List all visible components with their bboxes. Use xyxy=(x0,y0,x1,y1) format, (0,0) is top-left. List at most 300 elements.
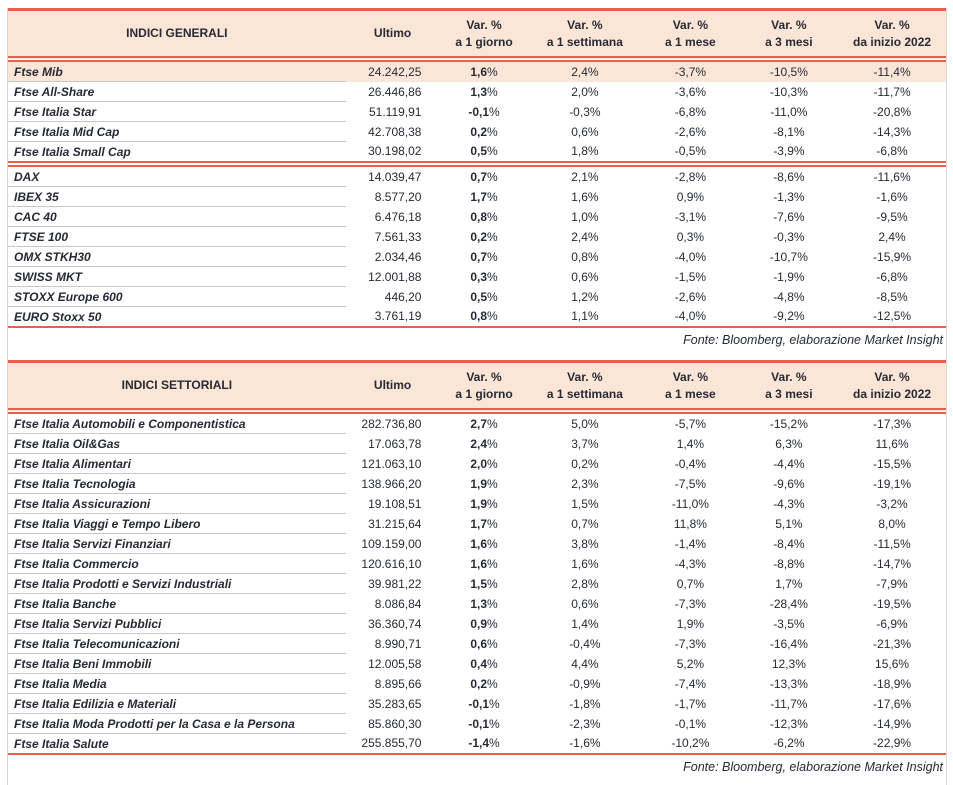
percent-number: 0,2 xyxy=(470,229,488,244)
column-header-line2: da inizio 2022 xyxy=(853,386,932,401)
percent-number: 0,8 xyxy=(470,209,488,224)
var-percent-cell: -21,3% xyxy=(873,636,912,651)
index-name-cell: IBEX 35 xyxy=(8,187,346,207)
var-percent-cell: 1,7% xyxy=(470,516,498,531)
column-header-line2: a 1 settimana xyxy=(546,386,623,401)
table-row xyxy=(8,454,946,474)
indici-generali-table xyxy=(8,8,946,328)
var-percent-cell: 2,4% xyxy=(470,436,498,451)
var-percent-cell: 1,2% xyxy=(571,289,599,304)
var-percent-cell: 2,8% xyxy=(571,576,599,591)
ultimo-value-cell: 12.001,88 xyxy=(368,269,422,284)
table-row xyxy=(8,411,946,434)
index-name-cell: Ftse Italia Viaggi e Tempo Libero xyxy=(8,514,346,534)
percent-number: 0,3 xyxy=(470,269,488,284)
var-percent-cell: -9,5% xyxy=(876,209,908,224)
column-header-line1: Var. % xyxy=(567,17,603,32)
var-percent-cell: 2,0% xyxy=(470,456,498,471)
var-percent-cell: 1,7% xyxy=(470,189,498,204)
var-percent-cell: -3,1% xyxy=(674,209,707,224)
var-percent-cell: 1,6% xyxy=(571,556,599,571)
percent-number: 1,6 xyxy=(470,64,488,79)
ultimo-value-cell: 35.283,65 xyxy=(368,696,422,711)
var-percent-cell: -20,8% xyxy=(873,104,912,119)
percent-number: 1,3 xyxy=(470,596,488,611)
table-row xyxy=(8,164,946,187)
table-row xyxy=(8,59,946,82)
var-percent-cell: -4,8% xyxy=(773,289,805,304)
table-row xyxy=(8,307,946,328)
index-name-cell: CAC 40 xyxy=(8,207,346,227)
column-header-line1: Var. % xyxy=(771,17,807,32)
var-percent-cell: 0,4% xyxy=(470,656,498,671)
column-header-line2: da inizio 2022 xyxy=(853,34,932,49)
var-percent-cell: 2,1% xyxy=(571,169,599,184)
index-name-cell: Ftse Italia Alimentari xyxy=(8,454,346,474)
index-name-cell: OMX STKH30 xyxy=(8,247,346,267)
column-header-line1: Var. % xyxy=(771,369,807,384)
index-name-cell: Ftse Italia Media xyxy=(8,674,346,694)
ultimo-value-cell: 8.990,71 xyxy=(374,636,422,651)
table-row xyxy=(8,734,946,755)
percent-number: 0,2 xyxy=(470,676,488,691)
table-row xyxy=(8,674,946,694)
var-percent-cell: 11,6% xyxy=(875,436,909,451)
ultimo-value-cell: 12.005,58 xyxy=(368,656,422,671)
index-name-cell: Ftse Italia Small Cap xyxy=(8,142,346,165)
var-percent-cell: 0,7% xyxy=(571,516,599,531)
column-header-line2: a 1 mese xyxy=(665,386,716,401)
index-name-cell: Ftse All-Share xyxy=(8,82,346,102)
ultimo-value-cell: 8.577,20 xyxy=(374,189,422,204)
var-percent-cell: 1,8% xyxy=(529,142,642,165)
percent-number: 0,5 xyxy=(470,289,488,304)
ultimo-value-cell: 14.039,47 xyxy=(368,169,422,184)
var-percent-cell: 3,7% xyxy=(571,436,599,451)
table-row xyxy=(8,514,946,534)
percent-number: 1,5 xyxy=(470,576,488,591)
var-percent-cell: -0,3% xyxy=(569,104,601,119)
var-percent-cell: 1,5% xyxy=(571,496,599,511)
column-header-var xyxy=(838,362,946,412)
var-percent-cell: 0,8% xyxy=(571,249,599,264)
percent-number: 0,9 xyxy=(470,616,488,631)
percent-number: -0,1 xyxy=(468,104,490,119)
var-percent-cell: 1,4% xyxy=(676,436,705,451)
percent-number: 2,4 xyxy=(470,436,488,451)
var-percent-cell: 1,4% xyxy=(571,616,599,631)
var-percent-cell: -4,3% xyxy=(773,496,805,511)
table-title: INDICI GENERALI xyxy=(8,10,346,60)
var-percent-cell: 1,6% xyxy=(470,536,498,551)
index-name-cell: FTSE 100 xyxy=(8,227,346,247)
index-name-cell: Ftse Italia Prodotti e Servizi Industriali xyxy=(8,574,346,594)
header-row xyxy=(8,10,946,60)
var-percent-cell: -4,0% xyxy=(674,249,707,264)
column-header-line2: a 1 mese xyxy=(665,34,716,49)
var-percent-cell: -19,5% xyxy=(873,596,912,611)
var-percent-cell: 1,9% xyxy=(470,476,498,491)
var-percent-cell: 11,8% xyxy=(673,516,707,531)
var-percent-cell: 0,9% xyxy=(470,616,498,631)
var-percent-cell: -1,4% xyxy=(674,536,707,551)
var-percent-cell: 1,6% xyxy=(439,59,528,82)
column-header-var xyxy=(838,10,946,60)
var-percent-cell: -3,7% xyxy=(641,59,739,82)
index-name-cell: Ftse Italia Oil&Gas xyxy=(8,434,346,454)
var-percent-cell: -1,7% xyxy=(674,696,707,711)
ultimo-value-cell: 36.360,74 xyxy=(368,616,422,631)
percent-number: 2,0 xyxy=(470,456,488,471)
var-percent-cell: 0,2% xyxy=(571,456,599,471)
var-percent-cell: -6,9% xyxy=(876,616,908,631)
var-percent-cell: -0,3% xyxy=(773,229,805,244)
table-row xyxy=(8,574,946,594)
ultimo-value-cell: 8.086,84 xyxy=(374,596,422,611)
table-row xyxy=(8,494,946,514)
indici-settoriali-table xyxy=(8,360,946,755)
var-percent-cell: 0,6% xyxy=(470,636,498,651)
ultimo-value-cell: 138.966,20 xyxy=(361,476,422,491)
var-percent-cell: -14,3% xyxy=(873,124,912,139)
column-header-var xyxy=(439,362,528,412)
var-percent-cell: -10,2% xyxy=(671,736,710,751)
table-row xyxy=(8,694,946,714)
index-name-cell: SWISS MKT xyxy=(8,267,346,287)
percent-number: 0,8 xyxy=(470,309,488,324)
ultimo-value-cell: 255.855,70 xyxy=(361,736,422,751)
var-percent-cell: -1,5% xyxy=(674,269,707,284)
var-percent-cell: 0,5% xyxy=(439,142,528,165)
ultimo-value-cell: 85.860,30 xyxy=(368,716,422,731)
index-name-cell: Ftse Italia Commercio xyxy=(8,554,346,574)
index-name-cell: Ftse Italia Star xyxy=(8,102,346,122)
var-percent-cell: -4,0% xyxy=(674,309,707,324)
var-percent-cell: 15,6% xyxy=(875,656,910,671)
var-percent-cell: -18,9% xyxy=(873,676,912,691)
ultimo-value-cell: 24.242,25 xyxy=(346,59,440,82)
var-percent-cell: -0,9% xyxy=(569,676,601,691)
var-percent-cell: -1,6% xyxy=(569,736,601,751)
var-percent-cell: -1,8% xyxy=(569,696,601,711)
percent-number: 0,7 xyxy=(470,169,488,184)
var-percent-cell: 1,1% xyxy=(571,309,599,324)
table-row xyxy=(8,634,946,654)
var-percent-cell: -7,4% xyxy=(674,676,707,691)
table-row xyxy=(8,594,946,614)
var-percent-cell: 0,5% xyxy=(470,289,498,304)
column-header-line1: Var. % xyxy=(874,369,910,384)
var-percent-cell: -0,1% xyxy=(674,716,707,731)
var-percent-cell: -7,3% xyxy=(674,596,707,611)
column-header-ultimo: Ultimo xyxy=(346,362,440,412)
table-row xyxy=(8,474,946,494)
table-row xyxy=(8,554,946,574)
source-note: Fonte: Bloomberg, elaborazione Market Insight xyxy=(683,333,943,347)
var-percent-cell: -0,1% xyxy=(468,104,500,119)
index-name-cell: DAX xyxy=(8,164,346,187)
var-percent-cell: 0,7% xyxy=(470,249,498,264)
var-percent-cell: -11,4% xyxy=(838,59,946,82)
var-percent-cell: -1,9% xyxy=(773,269,805,284)
column-header-var xyxy=(740,362,838,412)
column-header-line1: Var. % xyxy=(874,17,910,32)
column-header-line2: a 1 settimana xyxy=(546,34,623,49)
index-name-cell: Ftse Italia Beni Immobili xyxy=(8,654,346,674)
var-percent-cell: 0,8% xyxy=(470,309,498,324)
table-row xyxy=(8,227,946,247)
var-percent-cell: 1,7% xyxy=(775,576,803,591)
var-percent-cell: -7,5% xyxy=(674,476,707,491)
index-name-cell: Ftse Mib xyxy=(8,59,346,82)
header-row xyxy=(8,362,946,412)
column-header-line1: Var. % xyxy=(466,369,502,384)
ultimo-value-cell: 30.198,02 xyxy=(346,142,440,165)
percent-number: 1,9 xyxy=(470,476,488,491)
percent-number: 2,7 xyxy=(470,416,488,431)
var-percent-cell: -7,3% xyxy=(674,636,707,651)
percent-number: 1,7 xyxy=(470,516,488,531)
var-percent-cell: -3,5% xyxy=(773,616,805,631)
source-note: Fonte: Bloomberg, elaborazione Market Insight xyxy=(683,760,943,774)
column-header-var xyxy=(529,362,642,412)
table-title: INDICI SETTORIALI xyxy=(8,362,346,412)
ultimo-value-cell: 7.561,33 xyxy=(374,229,422,244)
ultimo-value-cell: 31.215,64 xyxy=(368,516,422,531)
ultimo-value-cell: 120.616,10 xyxy=(361,556,422,571)
var-percent-cell: -8,1% xyxy=(773,124,805,139)
index-name-cell: Ftse Italia Servizi Pubblici xyxy=(8,614,346,634)
column-header-var xyxy=(641,362,739,412)
var-percent-cell: -2,3% xyxy=(569,716,601,731)
var-percent-cell: -6,8% xyxy=(838,142,946,165)
var-percent-cell: -11,5% xyxy=(873,536,911,551)
var-percent-cell: -10,5% xyxy=(740,59,838,82)
column-header-var xyxy=(439,10,528,60)
var-percent-cell: 0,8% xyxy=(470,209,498,224)
var-percent-cell: -14,9% xyxy=(873,716,912,731)
var-percent-cell: -9,2% xyxy=(773,309,805,324)
var-percent-cell: -0,5% xyxy=(641,142,739,165)
var-percent-cell: 0,6% xyxy=(571,269,599,284)
ultimo-value-cell: 6.476,18 xyxy=(374,209,422,224)
percent-number: 0,4 xyxy=(470,656,488,671)
var-percent-cell: -0,1% xyxy=(468,716,500,731)
index-name-cell: Ftse Italia Tecnologia xyxy=(8,474,346,494)
tables-container xyxy=(8,8,946,781)
var-percent-cell: 5,0% xyxy=(571,416,599,431)
table-row xyxy=(8,102,946,122)
percent-number: -0,1 xyxy=(468,696,490,711)
ultimo-value-cell: 51.119,91 xyxy=(368,104,422,119)
var-percent-cell: -1,3% xyxy=(773,189,805,204)
var-percent-cell: 4,4% xyxy=(571,656,599,671)
var-percent-cell: 0,3% xyxy=(470,269,498,284)
var-percent-cell: -13,3% xyxy=(769,676,808,691)
var-percent-cell: -11,6% xyxy=(873,169,911,184)
table-row xyxy=(8,534,946,554)
var-percent-cell: 1,3% xyxy=(470,596,498,611)
column-header-line2: a 1 giorno xyxy=(455,34,513,49)
var-percent-cell: -2,6% xyxy=(674,289,707,304)
var-percent-cell: -3,9% xyxy=(740,142,838,165)
var-percent-cell: 2,4% xyxy=(571,229,599,244)
percent-number: 1,3 xyxy=(470,84,488,99)
var-percent-cell: -11,0% xyxy=(671,496,709,511)
index-name-cell: Ftse Italia Edilizia e Materiali xyxy=(8,694,346,714)
var-percent-cell: 2,3% xyxy=(571,476,599,491)
percent-number: 1,6 xyxy=(470,536,488,551)
var-percent-cell: -6,8% xyxy=(876,269,908,284)
index-name-cell: Ftse Italia Mid Cap xyxy=(8,122,346,142)
var-percent-cell: -0,4% xyxy=(569,636,601,651)
table-row xyxy=(8,434,946,454)
percent-number: -0,1 xyxy=(468,716,490,731)
var-percent-cell: -6,8% xyxy=(674,104,707,119)
var-percent-cell: 0,6% xyxy=(571,124,599,139)
var-percent-cell: 1,6% xyxy=(571,189,599,204)
var-percent-cell: -7,9% xyxy=(876,576,908,591)
column-header-line1: Var. % xyxy=(672,17,709,32)
column-header-var xyxy=(740,10,838,60)
ultimo-value-cell: 26.446,86 xyxy=(368,84,422,99)
var-percent-cell: -2,8% xyxy=(674,169,707,184)
index-name-cell: EURO Stoxx 50 xyxy=(14,309,102,324)
var-percent-cell: 2,0% xyxy=(571,84,599,99)
percent-number: 1,7 xyxy=(470,189,488,204)
var-percent-cell: 0,2% xyxy=(470,124,498,139)
ultimo-value-cell: 3.761,19 xyxy=(374,309,422,324)
var-percent-cell: -28,4% xyxy=(769,596,808,611)
column-header-line1: Var. % xyxy=(567,369,603,384)
var-percent-cell: 5,2% xyxy=(676,656,705,671)
table-row xyxy=(8,82,946,102)
index-name-cell: Ftse Italia Servizi Finanziari xyxy=(8,534,346,554)
table-row xyxy=(8,287,946,307)
index-name-cell: Ftse Italia Salute xyxy=(14,736,109,751)
var-percent-cell: -0,1% xyxy=(468,696,500,711)
table-row xyxy=(8,614,946,634)
ultimo-value-cell: 446,20 xyxy=(384,289,422,304)
var-percent-cell: -5,7% xyxy=(674,416,707,431)
ultimo-value-cell: 8.895,66 xyxy=(374,676,422,691)
percent-number: 0,5 xyxy=(470,144,488,159)
var-percent-cell: -9,6% xyxy=(773,476,805,491)
var-percent-cell: -4,4% xyxy=(773,456,805,471)
table-row xyxy=(8,122,946,142)
var-percent-cell: 0,9% xyxy=(676,189,705,204)
column-header-line1: Var. % xyxy=(672,369,709,384)
var-percent-cell: -17,3% xyxy=(873,416,912,431)
var-percent-cell: -17,6% xyxy=(873,696,912,711)
var-percent-cell: -14,7% xyxy=(873,556,912,571)
var-percent-cell: -3,6% xyxy=(674,84,707,99)
table-row xyxy=(8,207,946,227)
var-percent-cell: 0,2% xyxy=(470,229,498,244)
table-row xyxy=(8,247,946,267)
var-percent-cell: -8,6% xyxy=(773,169,805,184)
var-percent-cell: 8,0% xyxy=(878,516,906,531)
table-row xyxy=(8,714,946,734)
var-percent-cell: -10,7% xyxy=(769,249,808,264)
var-percent-cell: -12,3% xyxy=(769,716,808,731)
var-percent-cell: 0,7% xyxy=(676,576,705,591)
var-percent-cell: -11,0% xyxy=(770,104,808,119)
var-percent-cell: 0,7% xyxy=(470,169,498,184)
var-percent-cell: 6,3% xyxy=(775,436,803,451)
percent-number: -1,4 xyxy=(468,736,490,751)
column-header-line2: a 1 giorno xyxy=(455,386,513,401)
ultimo-value-cell: 2.034,46 xyxy=(374,249,422,264)
percent-number: 0,2 xyxy=(470,124,488,139)
ultimo-value-cell: 19.108,51 xyxy=(368,496,422,511)
ultimo-value-cell: 39.981,22 xyxy=(368,576,422,591)
var-percent-cell: 12,3% xyxy=(771,656,806,671)
percent-number: 1,6 xyxy=(470,556,488,571)
var-percent-cell: -1,6% xyxy=(876,189,908,204)
var-percent-cell: -8,4% xyxy=(773,536,805,551)
table-row xyxy=(8,654,946,674)
column-header-var xyxy=(641,10,739,60)
ultimo-value-cell: 109.159,00 xyxy=(361,536,422,551)
var-percent-cell: -3,2% xyxy=(876,496,908,511)
var-percent-cell: -0,4% xyxy=(674,456,707,471)
var-percent-cell: -15,5% xyxy=(873,456,912,471)
var-percent-cell: 1,3% xyxy=(470,84,498,99)
var-percent-cell: -8,8% xyxy=(773,556,805,571)
var-percent-cell: 2,4% xyxy=(529,59,642,82)
var-percent-cell: -16,4% xyxy=(769,636,808,651)
var-percent-cell: 0,6% xyxy=(571,596,599,611)
var-percent-cell: 1,0% xyxy=(571,209,599,224)
var-percent-cell: 3,8% xyxy=(571,536,599,551)
var-percent-cell: -11,7% xyxy=(873,84,911,99)
var-percent-cell: -2,6% xyxy=(674,124,707,139)
var-percent-cell: -4,3% xyxy=(674,556,707,571)
var-percent-cell: -22,9% xyxy=(873,736,912,751)
var-percent-cell: -6,2% xyxy=(773,736,805,751)
index-name-cell: Ftse Italia Assicurazioni xyxy=(8,494,346,514)
var-percent-cell: -10,3% xyxy=(769,84,808,99)
column-header-ultimo: Ultimo xyxy=(346,10,440,60)
var-percent-cell: 1,6% xyxy=(470,556,498,571)
var-percent-cell: 0,2% xyxy=(470,676,498,691)
var-percent-cell: -11,7% xyxy=(770,696,808,711)
index-name-cell: Ftse Italia Telecomunicazioni xyxy=(8,634,346,654)
ultimo-value-cell: 17.063,78 xyxy=(368,436,422,451)
percent-number: 1,9 xyxy=(470,496,488,511)
var-percent-cell: -15,2% xyxy=(769,416,808,431)
var-percent-cell: -19,1% xyxy=(873,476,912,491)
column-header-line1: Var. % xyxy=(466,17,502,32)
table-row xyxy=(8,267,946,287)
index-name-cell: Ftse Italia Moda Prodotti per la Casa e la Persona xyxy=(8,714,346,734)
ultimo-value-cell: 121.063,10 xyxy=(361,456,422,471)
var-percent-cell: 2,4% xyxy=(878,229,906,244)
column-header-line2: a 3 mesi xyxy=(765,386,813,401)
table-row xyxy=(8,187,946,207)
report-sheet xyxy=(7,8,947,785)
var-percent-cell: 0,3% xyxy=(676,229,705,244)
percent-number: 0,7 xyxy=(470,249,488,264)
index-name-cell: STOXX Europe 600 xyxy=(8,287,346,307)
var-percent-cell: 1,9% xyxy=(676,616,705,631)
var-percent-cell: -1,4% xyxy=(468,736,500,751)
var-percent-cell: -8,5% xyxy=(876,289,908,304)
table-row xyxy=(8,142,946,165)
var-percent-cell: 1,9% xyxy=(470,496,498,511)
var-percent-cell: 2,7% xyxy=(470,416,498,431)
